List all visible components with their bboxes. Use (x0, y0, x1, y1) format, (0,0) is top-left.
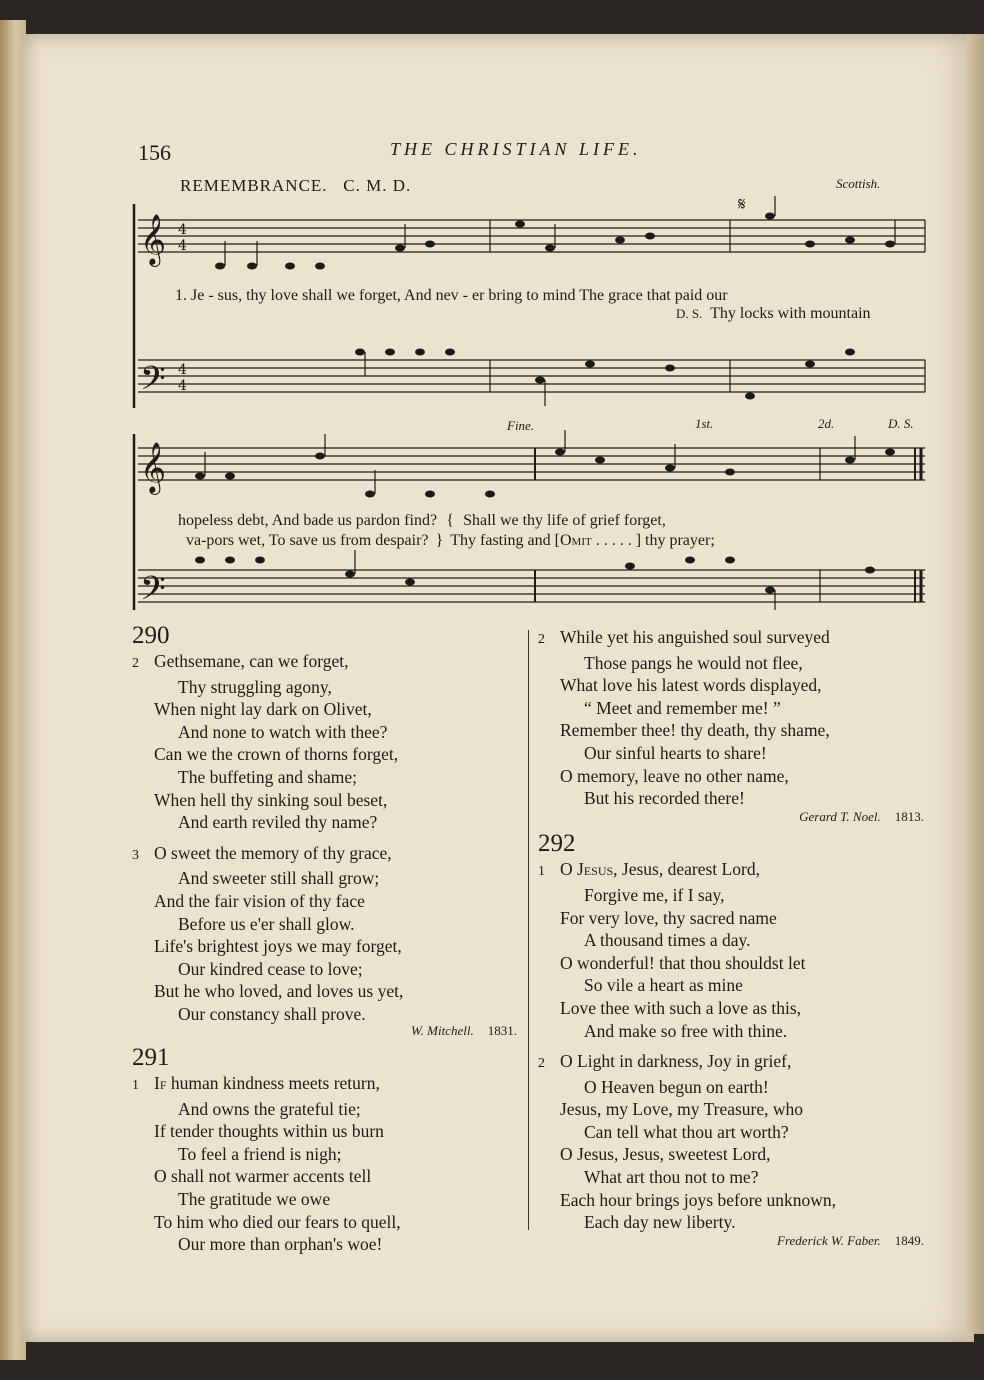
verse-line: Before us e'er shall glow. (178, 913, 355, 934)
lyric-2b-part2a: Thy fasting and [ (450, 532, 560, 549)
verse-line: And make so free with thine. (584, 1020, 788, 1041)
verse-line: O sweet the memory of thy grace, (154, 842, 392, 863)
verse-line: The buffeting and shame; (178, 766, 357, 787)
left-column (132, 622, 517, 1256)
first-ending-marking: 1st. (695, 416, 714, 431)
svg-text:4: 4 (178, 222, 187, 238)
verse-line: And earth reviled thy name? (178, 812, 378, 833)
verse-line: Thy struggling agony, (178, 676, 332, 697)
svg-text:𝄞: 𝄞 (140, 214, 167, 265)
verse-line: Gethsemane, can we forget, (154, 651, 349, 671)
verse-line: O Light in darkness, Joy in grief, (560, 1051, 792, 1072)
verse-line: Our more than orphan's woe! (178, 1234, 383, 1255)
lyric-2a-part2: Shall we thy life of grief forget, (463, 512, 666, 529)
year: 1849. (894, 1232, 924, 1248)
music-lyric-line-2a: hopeless debt, And bade us pardon find? { Shall we thy life of grief forget, (178, 512, 666, 529)
first-word: Jesus (577, 859, 614, 880)
verse-line: A thousand times a day. (584, 930, 751, 951)
verse-line: The gratitude we owe (178, 1189, 331, 1210)
svg-text:4: 4 (178, 362, 187, 378)
verse-line: And sweeter still shall grow; (178, 868, 380, 889)
lyric-2b-part1: va-pors wet, To save us from despair? (186, 532, 429, 549)
verse-line: What love his latest words displayed, (560, 675, 822, 696)
verse-line: human kindness meets return, (166, 1073, 380, 1094)
verse-line: But he who loved, and loves us yet, (154, 981, 404, 1002)
author: Gerard T. Noel. (799, 808, 881, 824)
second-ending-marking: 2d. (818, 416, 835, 431)
tune-origin: Scottish. (836, 176, 881, 191)
verse-line: O wonderful! that thou shouldst let (560, 952, 806, 973)
stanza-number: 3 (132, 847, 139, 863)
tune-title (180, 176, 411, 196)
verse-line: O shall not warmer accents tell (154, 1166, 372, 1187)
svg-text:4: 4 (178, 378, 187, 394)
svg-text:4: 4 (178, 238, 187, 254)
verse-line: Those pangs he would not flee, (584, 652, 803, 673)
verse-line: Life's brightest joys we may forget, (154, 936, 402, 957)
omit-label: Omit (559, 532, 592, 549)
stanza-number: 2 (132, 656, 139, 671)
svg-text:𝄞: 𝄞 (140, 442, 167, 493)
ds-label: D. S. (676, 306, 703, 321)
verse-line: Jesus, my Love, my Treasure, who (560, 1099, 804, 1120)
music-lyric-line-1b-text: Thy locks with mountain (710, 305, 871, 322)
verse-line: What art thou not to me? (584, 1167, 759, 1188)
right-column (538, 626, 924, 1252)
verse-line: And the fair vision of thy face (154, 890, 365, 911)
tune-name: REMEMBRANCE. (180, 176, 328, 195)
verse-line: To feel a friend is nigh; (178, 1143, 342, 1164)
hymn-290-number: 290 (132, 622, 170, 649)
tune-meter: C. M. D. (343, 176, 412, 195)
svg-text:𝄢: 𝄢 (140, 570, 166, 616)
verse-line: Our sinful hearts to share! (584, 742, 767, 763)
verse-line: Remember thee! thy death, thy shame, (560, 720, 830, 741)
running-title: THE CHRISTIAN LIFE. (390, 139, 642, 159)
verse-line: When hell thy sinking soul beset, (154, 789, 388, 810)
year: 1813. (894, 808, 924, 824)
music-lyric-line-2b: va-pors wet, To save us from despair? } Thy fasting and [Omit . . . . . ] thy prayer; (186, 532, 715, 549)
verse-line: Love thee with such a love as this, (560, 997, 802, 1018)
verse-line: “ Meet and remember me! ” (584, 697, 781, 718)
verse-line: Forgive me, if I say, (584, 884, 725, 905)
author: Frederick W. Faber. (777, 1232, 881, 1248)
verse-line: But his recorded there! (584, 788, 745, 809)
year: 1831. (487, 1022, 517, 1038)
verse-line: To him who died our fears to quell, (154, 1211, 401, 1232)
verse-line: Can we the crown of thorns forget, (154, 744, 399, 765)
verse-line: For very love, thy sacred name (560, 907, 777, 928)
fine-marking: Fine. (507, 418, 535, 433)
verse-line: Can tell what thou art worth? (584, 1121, 789, 1142)
page-number: 156 (138, 140, 171, 165)
verse-line: Our constancy shall prove. (178, 1003, 366, 1024)
verse-line: Each day new liberty. (584, 1212, 736, 1233)
verse-line: And owns the grateful tie; (178, 1098, 361, 1119)
verse-line: So vile a heart as mine (584, 975, 743, 996)
column-divider (528, 630, 529, 1230)
verse-line: Our kindred cease to love; (178, 958, 363, 979)
verse-line: While yet his anguished soul surveyed (560, 627, 830, 647)
stanza-number: 2 (538, 1056, 545, 1072)
ds-marking: D. S. (888, 416, 914, 431)
svg-text:𝄋: 𝄋 (738, 196, 746, 215)
stanza-number: 2 (538, 632, 545, 647)
verse-line: And none to watch with thee? (178, 721, 388, 742)
verse-line: O memory, leave no other name, (560, 765, 789, 786)
stanza-number: 1 (132, 1078, 139, 1094)
author: W. Mitchell. (411, 1022, 474, 1038)
verse-line: If tender thoughts within us burn (154, 1121, 384, 1142)
verse-line: O Jesus, Jesus, sweetest Lord, (560, 1144, 771, 1165)
verse-line: O Heaven begun on earth! (584, 1076, 769, 1097)
verse-line-prefix: O (560, 859, 578, 880)
page-stack-edge (966, 34, 984, 1334)
hymn-291-number: 291 (132, 1044, 170, 1072)
music-lyric-line-1b (676, 305, 871, 323)
music-lyric-line-1: 1. Je - sus, thy love shall we forget, And nev - er bring to mind The grace that paid our (175, 287, 728, 304)
verse-line: , Jesus, dearest Lord, (613, 859, 760, 880)
verse-line: When night lay dark on Olivet, (154, 699, 372, 720)
verse-line: Each hour brings joys before unknown, (560, 1189, 837, 1210)
svg-text:𝄢: 𝄢 (140, 360, 166, 406)
lyric-2a-part1: hopeless debt, And bade us pardon find? (178, 512, 438, 529)
hymn-292-number: 292 (538, 830, 576, 858)
stanza-number: 1 (538, 864, 545, 880)
first-word: If (154, 1073, 167, 1094)
lyric-2b-part2b: . . . . . ] thy prayer; (591, 532, 715, 549)
